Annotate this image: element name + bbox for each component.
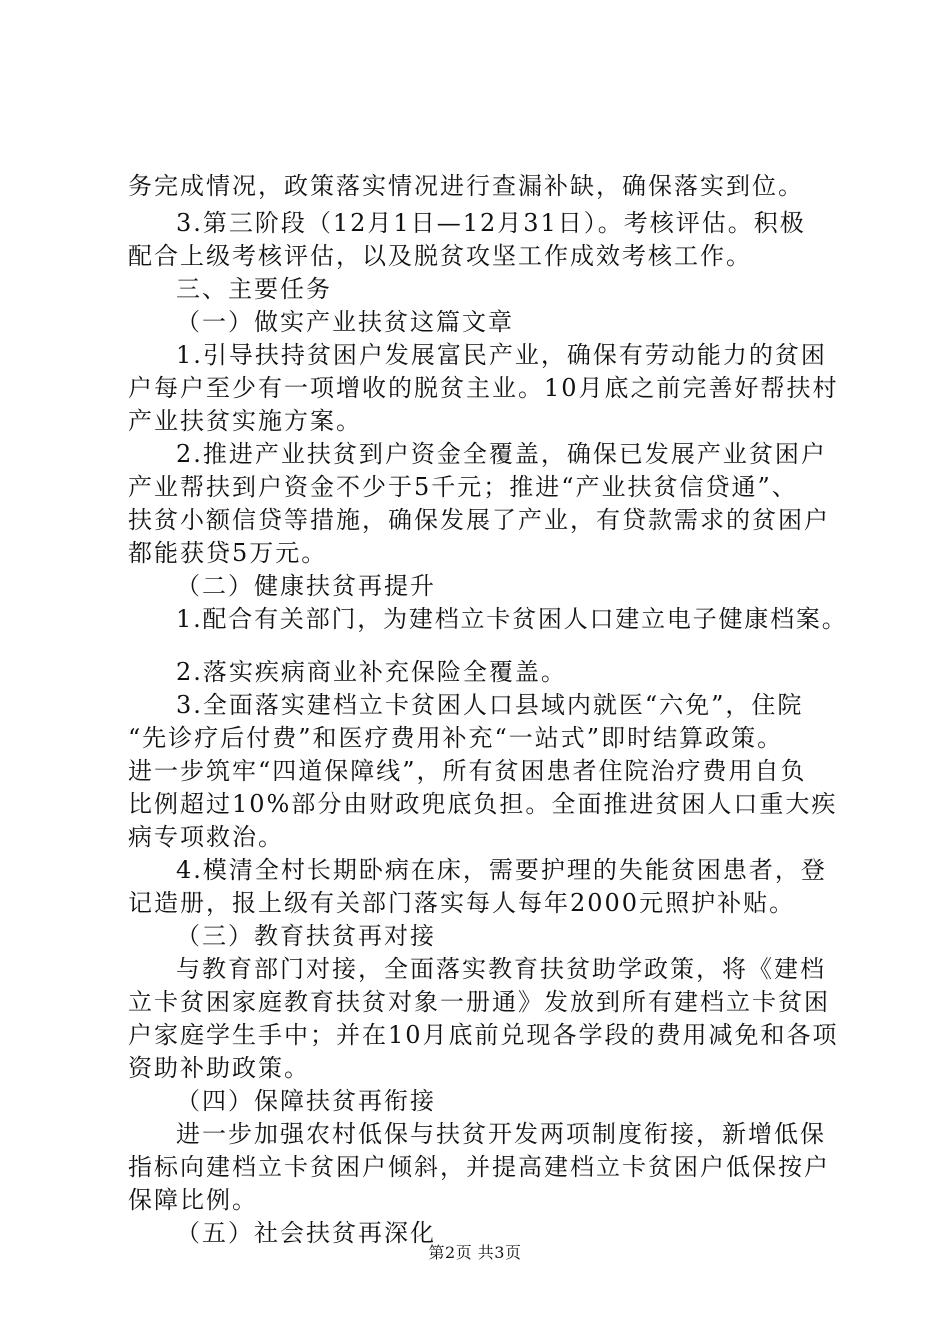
- subsection-heading: （二）健康扶贫再提升: [176, 572, 436, 600]
- subsection-heading: （三）教育扶贫再对接: [176, 922, 436, 950]
- body-line: 与教育部门对接，全面落实教育扶贫助学政策，将《建档: [176, 955, 826, 983]
- body-line: 保障比例。: [128, 1186, 258, 1214]
- body-line: 立卡贫困家庭教育扶贫对象一册通》发放到所有建档立卡贫困: [128, 988, 830, 1016]
- body-line: “先诊疗后付费”和医疗费用补充“一站式”即时结算政策。: [128, 724, 784, 752]
- body-line: 产业扶贫实施方案。: [128, 407, 362, 435]
- body-line: 3.全面落实建档立卡贫困人口县域内就医“六免”，住院: [176, 691, 804, 719]
- body-line: 2.推进产业扶贫到户资金全覆盖，确保已发展产业贫困户: [176, 440, 827, 468]
- body-line: 1.引导扶持贫困户发展富民产业，确保有劳动能力的贫困: [176, 341, 827, 369]
- body-line: 指标向建档立卡贫困户倾斜，并提高建档立卡贫困户低保按户: [128, 1153, 830, 1181]
- body-line: 病专项救治。: [128, 823, 284, 851]
- body-line: 配合上级考核评估，以及脱贫攻坚工作成效考核工作。: [128, 242, 752, 270]
- page-number-footer: 第2页 共3页: [428, 1243, 522, 1262]
- subsection-heading: （五）社会扶贫再深化: [176, 1219, 436, 1247]
- body-line: 产业帮扶到户资金不少于5千元；推进“产业扶贫信贷通”、: [128, 473, 798, 501]
- body-line: 进一步加强农村低保与扶贫开发两项制度衔接，新增低保: [176, 1120, 826, 1148]
- body-line: 务完成情况，政策落实情况进行查漏补缺，确保落实到位。: [128, 172, 804, 200]
- body-line: 进一步筑牢“四道保障线”，所有贫困患者住院治疗费用自负: [128, 757, 807, 785]
- subsection-heading: （四）保障扶贫再衔接: [176, 1087, 436, 1115]
- body-line: 户每户至少有一项增收的脱贫主业。10月底之前完善好帮扶村: [128, 374, 839, 402]
- body-line: 4.模清全村长期卧病在床，需要护理的失能贫困患者，登: [176, 856, 827, 884]
- body-line: 2.落实疾病商业补充保险全覆盖。: [176, 658, 567, 686]
- body-line: 比例超过10%部分由财政兜底负担。全面推进贫困人口重大疾: [128, 790, 838, 818]
- body-line: 3.第三阶段（12月1日—12月31日）。考核评估。积极: [176, 209, 806, 237]
- body-line: 扶贫小额信贷等措施，确保发展了产业，有贷款需求的贫困户: [128, 506, 830, 534]
- body-line: 都能获贷5万元。: [128, 539, 328, 567]
- body-line: 资助补助政策。: [128, 1054, 310, 1082]
- subsection-heading: （一）做实产业扶贫这篇文章: [176, 308, 514, 336]
- body-line: 记造册，报上级有关部门落实每人每年2000元照护补贴。: [128, 889, 796, 917]
- body-line: 户家庭学生手中；并在10月底前兑现各学段的费用减免和各项: [128, 1021, 839, 1049]
- section-heading: 三、主要任务: [176, 275, 332, 303]
- body-line: 1.配合有关部门，为建档立卡贫困人口建立电子健康档案。: [176, 605, 848, 633]
